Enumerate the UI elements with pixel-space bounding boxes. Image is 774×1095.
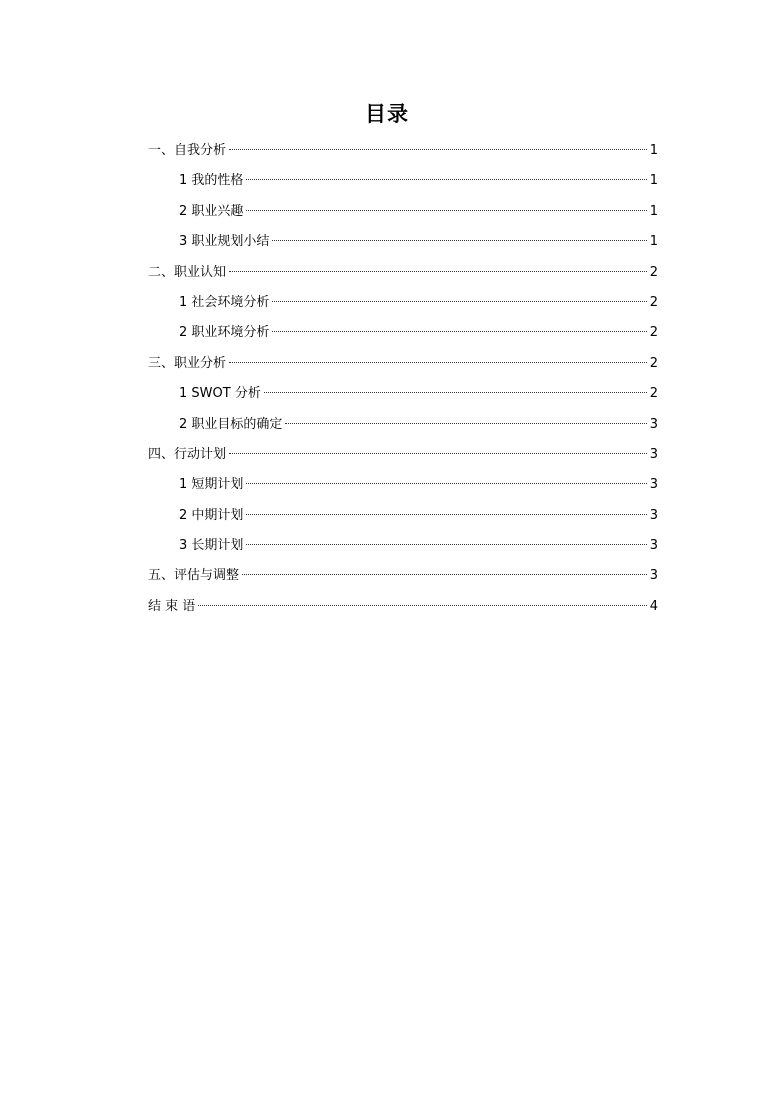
toc-entry-label: 2 职业目标的确定: [179, 416, 283, 432]
toc-entry-label: 二、职业认知: [148, 264, 227, 280]
toc-entry[interactable]: [148, 501, 658, 531]
toc-entry-label: 3 职业规划小结: [179, 234, 270, 250]
toc-entry-label: 结 束 语: [148, 598, 196, 614]
toc-entry-page: 1: [649, 234, 658, 250]
toc-dot-leader: [229, 148, 647, 150]
toc-entry-label: 3 长期计划: [179, 538, 244, 554]
toc-list: [148, 136, 658, 622]
toc-entry[interactable]: [148, 288, 658, 318]
toc-entry-page: 1: [649, 203, 658, 219]
toc-dot-leader: [229, 452, 647, 454]
toc-dot-leader: [198, 604, 646, 606]
toc-entry-page: 1: [649, 143, 658, 158]
toc-entry-label: 1 我的性格: [179, 173, 244, 189]
toc-entry-page: 3: [649, 568, 658, 584]
toc-entry[interactable]: [148, 561, 658, 591]
toc-entry-page: 2: [649, 325, 658, 341]
toc-dot-leader: [264, 391, 647, 393]
toc-entry[interactable]: [148, 258, 658, 288]
toc-entry-label: 1 SWOT 分析: [179, 386, 261, 402]
toc-entry-page: 1: [649, 173, 658, 189]
toc-entry-label: 1 社会环境分析: [179, 294, 270, 310]
toc-entry[interactable]: [148, 136, 658, 166]
toc-entry[interactable]: [148, 410, 658, 440]
toc-entry-page: 2: [649, 294, 658, 310]
toc-entry[interactable]: [148, 349, 658, 379]
toc-entry-page: 3: [649, 416, 658, 432]
toc-entry[interactable]: [148, 227, 658, 257]
toc-entry-page: 3: [649, 446, 658, 462]
toc-entry-label: 五、评估与调整: [148, 568, 240, 584]
toc-entry-page: 3: [649, 477, 658, 493]
toc-entry[interactable]: [148, 197, 658, 227]
toc-dot-leader: [272, 300, 646, 302]
toc-entry-page: 2: [649, 355, 658, 371]
toc-dot-leader: [246, 513, 646, 515]
toc-dot-leader: [285, 422, 646, 424]
toc-entry[interactable]: [148, 440, 658, 470]
toc-dot-leader: [272, 239, 646, 241]
toc-entry[interactable]: [148, 379, 658, 409]
toc-entry[interactable]: [148, 470, 658, 500]
toc-dot-leader: [242, 573, 647, 575]
toc-entry-page: 3: [649, 507, 658, 523]
toc-entry-label: 2 中期计划: [179, 507, 244, 523]
toc-entry-label: 三、职业分析: [148, 355, 227, 371]
toc-dot-leader: [229, 361, 647, 363]
toc-entry[interactable]: [148, 318, 658, 348]
toc-entry-page: 2: [649, 264, 658, 280]
toc-entry-label: 2 职业环境分析: [179, 325, 270, 341]
toc-entry-label: 1 短期计划: [179, 477, 244, 493]
toc-entry-page: 2: [649, 386, 658, 402]
toc-dot-leader: [272, 330, 646, 332]
toc-entry-page: 4: [649, 598, 658, 614]
toc-entry-label: 一、自我分析: [148, 143, 227, 158]
toc-entry-label: 四、行动计划: [148, 446, 227, 462]
toc-entry[interactable]: [148, 531, 658, 561]
toc-entry[interactable]: [148, 592, 658, 622]
toc-dot-leader: [246, 482, 646, 484]
toc-entry-page: 3: [649, 538, 658, 554]
toc-title: 目录: [365, 102, 409, 126]
toc-dot-leader: [229, 270, 647, 272]
toc-entry[interactable]: [148, 166, 658, 196]
toc-dot-leader: [246, 543, 646, 545]
toc-entry-label: 2 职业兴趣: [179, 203, 244, 219]
toc-dot-leader: [246, 178, 646, 180]
toc-dot-leader: [246, 209, 646, 211]
